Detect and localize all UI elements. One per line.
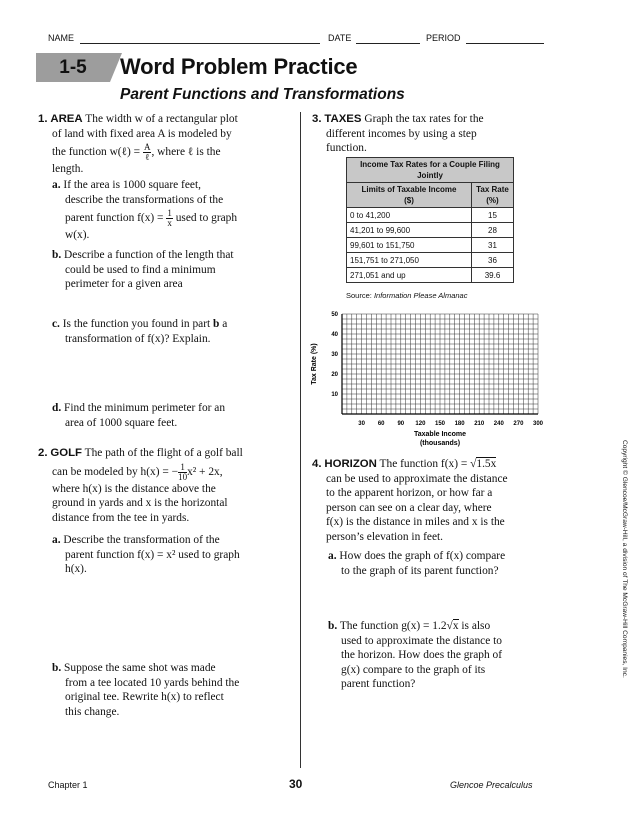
page-subtitle: Parent Functions and Transformations [120, 86, 405, 103]
lesson-number: 1-5 [59, 57, 87, 78]
table-row: 41,201 to 99,600 28 [347, 223, 514, 238]
question-3: 3. TAXES Graph the tax rates for the different incomes by using a step function. [312, 113, 484, 155]
x-tick-label: 150 [434, 421, 446, 427]
y-tick-label: 40 [331, 332, 338, 338]
x-tick-label: 90 [397, 421, 405, 427]
period-label: PERIOD [426, 33, 461, 43]
x-tick-label: 300 [532, 421, 544, 427]
tax-rate-table [346, 157, 514, 283]
x-tick-label: 240 [493, 421, 504, 427]
x-tick-label: 210 [474, 421, 485, 427]
q1-text: length. [52, 163, 84, 176]
x-tick-label: 30 [358, 421, 365, 427]
name-line[interactable] [80, 43, 320, 44]
table-source: Source: Information Please Almanac [346, 291, 468, 300]
y-tick-label: 20 [331, 372, 338, 378]
footer-chapter: Chapter 1 [48, 780, 88, 790]
y-axis-label: Tax Rate (%) [311, 343, 318, 385]
y-tick-label: 30 [331, 352, 338, 358]
q1-heading: AREA [50, 113, 83, 125]
q1-text: of land with fixed area A is modeled by [52, 127, 232, 140]
x-axis-label: Taxable Income [413, 431, 467, 438]
q2-part-b: b. Suppose the same shot was made from a tee located 10 yards behind the original tee. Rewrite h(x) to reflect this change. [52, 662, 240, 718]
q1-text-function: the function w(ℓ) = $\frac{A}{\text{ℓ}}$ , where ℓ is the [52, 142, 221, 163]
tax-rate-grid[interactable] [300, 308, 544, 448]
date-label: DATE [328, 33, 352, 43]
footer-book: Glencoe Precalculus [450, 780, 533, 790]
q1-part-c: c. Is the function you found in part b a transformation of f(x)? Explain. [52, 318, 228, 345]
question-2: 2. GOLF The path of the flight of a golf ball can be modeled by h(x) = − $\frac{1}{10}$ x² + 2x, where h(x) is the distance above the ground in yards and x is the horizontal distance from the tee in yards. [38, 447, 243, 524]
q1-part-d: d. Find the minimum perimeter for an area of 1000 square feet. [52, 402, 226, 429]
y-tick-label: 50 [331, 312, 338, 318]
table-header-limits: Limits of Taxable Income ($) [347, 183, 472, 208]
y-tick-label: 10 [331, 392, 338, 398]
x-axis-label-units: (thousands) [419, 440, 461, 447]
date-line[interactable] [356, 43, 420, 44]
period-line[interactable] [466, 43, 544, 44]
page-title: Word Problem Practice [120, 54, 358, 79]
footer-page-number: 30 [289, 777, 303, 791]
copyright-notice: Copyright © Glencoe/McGraw-Hill, a division of The McGraw-Hill Companies, Inc. [621, 440, 628, 678]
q1-part-b: b. Describe a function of the length that could be used to find a minimum perimeter for a given area [52, 249, 234, 291]
question-1 [38, 112, 290, 177]
table-row: 99,601 to 151,750 31 [347, 238, 514, 253]
q2-part-a: a. Describe the transformation of the parent function f(x) = x² used to graph h(x). [52, 534, 240, 576]
x-tick-label: 180 [454, 421, 465, 427]
table-row: 271,051 and up 39.6 [347, 268, 514, 283]
q1-number: 1. [38, 113, 48, 125]
table-header-rate: Tax Rate (%) [472, 183, 514, 208]
x-tick-label: 270 [513, 421, 524, 427]
table-row: 0 to 41,200 15 [347, 208, 514, 223]
x-tick-label: 60 [377, 421, 385, 427]
table-title: Income Tax Rates for a Couple Filing Jointly [347, 158, 514, 183]
q1-text: The width w of a rectangular plot [85, 113, 238, 125]
name-label: NAME [48, 33, 75, 43]
x-tick-label: 120 [415, 421, 426, 427]
q4-part-a: a. How does the graph of f(x) compare to the graph of its parent function? [328, 550, 506, 577]
question-4: 4. HORIZON The function f(x) = √1.5x can be used to approximate the distance to the apparent horizon, or how far a person can see on a clear day, where f(x) is the distance in miles and x is the person’s elevation in feet. [312, 458, 508, 543]
q1-part-a: a. If the area is 1000 square feet, describe the transformations of the parent function f(x) = $\frac{1}{x}$ used to graph w(x). [52, 179, 238, 242]
q4-part-b: b. The function g(x) = 1.2√x is also used to approximate the distance to the horizon. How does the graph of g(x) compare to the graph of its parent function? [328, 620, 503, 691]
table-row: 151,751 to 271,050 36 [347, 253, 514, 268]
